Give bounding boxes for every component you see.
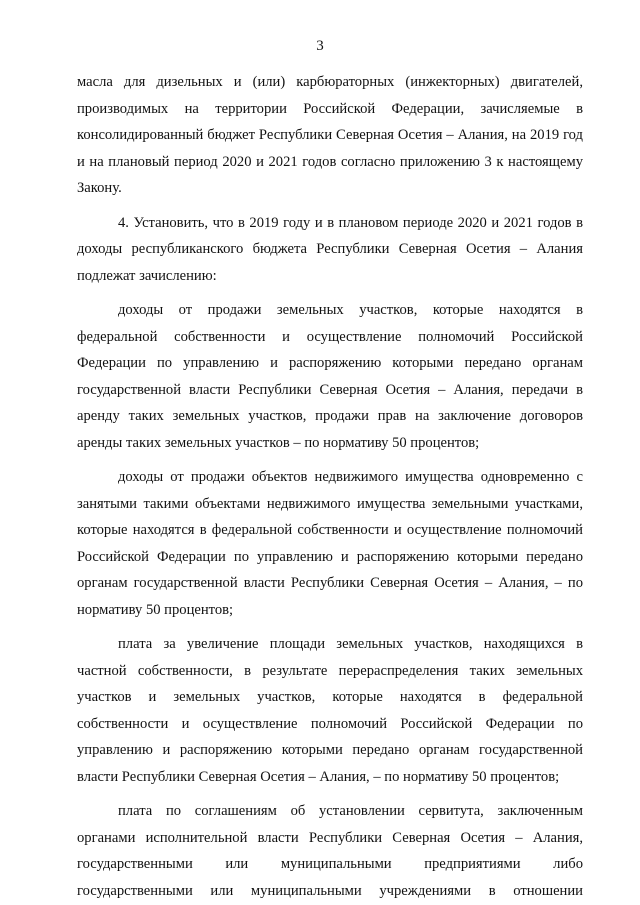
paragraph-item-4: 4. Установить, что в 2019 году и в плановом периоде 2020 и 2021 годов в доходы республиканского бюджета Республики Северная Осетия – Алания подлежат зачислению:	[77, 214, 583, 284]
page-number: 3	[316, 38, 324, 54]
paragraph-servitude-fee: плата по соглашениям об установлении сервитута, заключенным органами исполнительной власти Республики Северная Осетия – Алания, государственными или муниципальными предприятиями либо государственными или муниципальными учреждениями в отношении	[77, 803, 583, 899]
paragraph-land-area-increase-fee: плата за увеличение площади земельных участков, находящихся в частной собственности, в результате перераспределения таких земельных участков и земельных участков, которые находятся в федеральной собственности и осуществление полномочий Российской Федерации по управлению и распоряжению которыми передано органам государственной власти Республики Северная Осетия – Алания, – по нормативу 50 процентов;	[77, 636, 583, 785]
document-body	[77, 69, 583, 904]
paragraph-real-estate-sale-income: доходы от продажи объектов недвижимого имущества одновременно с занятыми такими объектами недвижимого имущества земельными участками, которые находятся в федеральной собственности и осуществление полномочий Российской Федерации по управлению и распоряжению которыми передано органам государственной власти Республики Северная Осетия – Алания, – по нормативу 50 процентов;	[77, 469, 583, 618]
paragraph-land-sale-income: доходы от продажи земельных участков, которые находятся в федеральной собственности и осуществление полномочий Российской Федерации по управлению и распоряжению которыми передано органам государственной власти Республики Северная Осетия – Алания, передачи в аренду таких земельных участков, продажи прав на заключение договоров аренды таких земельных участков – по нормативу 50 процентов;	[77, 302, 583, 451]
paragraph-continuation: масла для дизельных и (или) карбюраторных (инжекторных) двигателей, производимых на территории Российской Федерации, зачисляемые в консолидированный бюджет Республики Северная Осетия – Алания, на 2019 год и на плановый период 2020 и 2021 годов согласно приложению 3 к настоящему Закону.	[77, 74, 583, 196]
